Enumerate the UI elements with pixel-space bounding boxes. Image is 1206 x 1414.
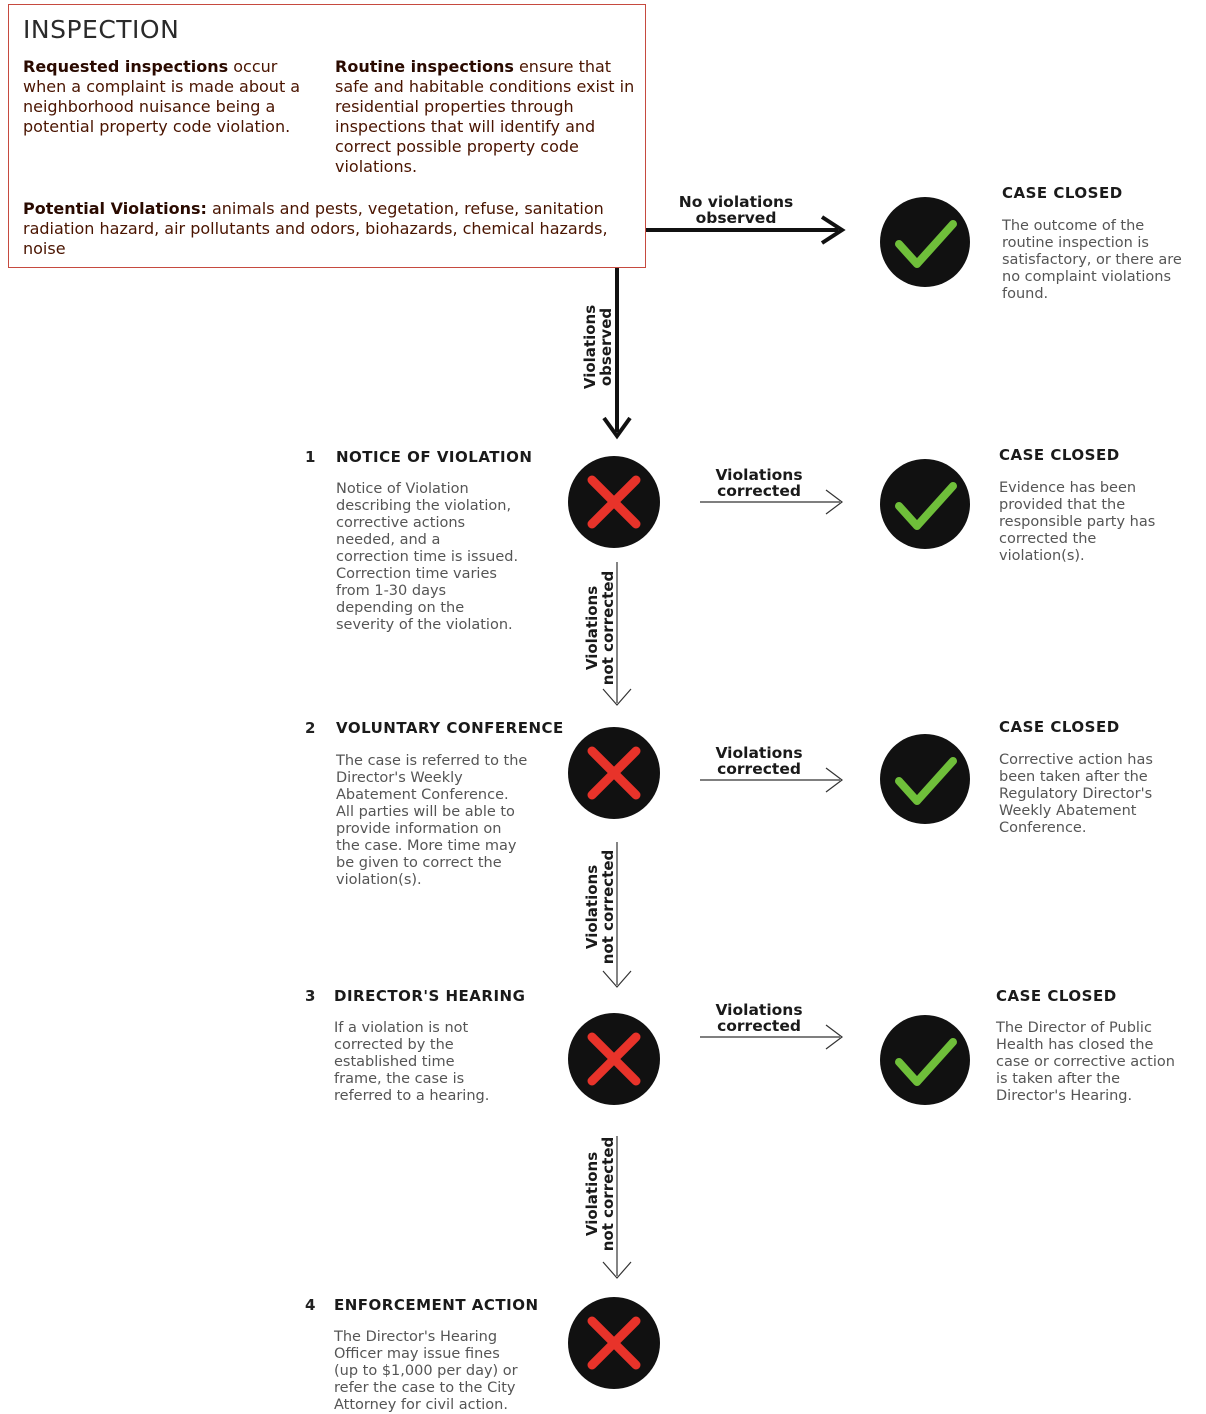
step-description: If a violation is not corrected by the established time frame, the case is referred to a hearing. [334,1020,490,1104]
checkmark-icon [880,459,970,549]
case-closed-title: CASE CLOSED [1002,184,1123,202]
step-number: 2 [305,719,316,737]
step-title: ENFORCEMENT ACTION [334,1296,539,1314]
violations-not-corrected-label-3: Violations not corrected [583,1136,617,1252]
step-number: 4 [305,1296,316,1314]
step-number: 1 [305,448,316,466]
x-icon [568,727,660,819]
routine-inspections-text [335,57,635,177]
x-icon [568,1013,660,1105]
case-closed-desc: The outcome of the routine inspection is satisfactory, or there are no complaint violations found. [1002,218,1182,302]
step-description: Notice of Violation describing the violation, corrective actions needed, and a correction time is issued. Correction time varies from 1-30 days depending on the severity of the violation. [336,481,519,633]
potential-violations-text [23,199,623,259]
x-icon [568,1297,660,1389]
violations-observed-label: Violations observed [581,304,615,390]
case-closed-title: CASE CLOSED [996,987,1117,1005]
step-number: 3 [305,987,316,1005]
requested-inspections-desc: occur when a complaint is made about a neighborhood nuisance being a potential property code violation. [23,57,301,136]
case-closed-desc: Corrective action has been taken after the Regulatory Director's Weekly Abatement Conference. [999,752,1153,836]
case-closed-desc: The Director of Public Health has closed the case or corrective action is taken after the Director's Hearing. [996,1020,1175,1104]
case-closed-title: CASE CLOSED [999,446,1120,464]
potential-violations-label: Potential Violations: [23,199,207,218]
violations-corrected-label-3: Violations corrected [715,1001,803,1035]
step-title: VOLUNTARY CONFERENCE [336,719,564,737]
x-icon [568,456,660,548]
potential-violations-desc: animals and pests, vegetation, refuse, sanitation radiation hazard, air pollutants and odors, biohazards, chemical hazards, noise [23,199,608,258]
case-closed-desc: Evidence has been provided that the responsible party has corrected the violation(s). [999,480,1156,564]
no-violations-label: No violations observed [678,193,794,227]
step-description: The Director's Hearing Officer may issue fines (up to $1,000 per day) or refer the case to the City Attorney for civil action. [334,1329,518,1413]
routine-inspections-desc: ensure that safe and habitable conditions exist in residential properties through inspections that will identify and correct possible property code violations. [335,57,635,176]
inspection-box [8,4,646,268]
violations-not-corrected-label-1: Violations not corrected [583,570,617,686]
checkmark-icon [880,1015,970,1105]
step-description: The case is referred to the Director's Weekly Abatement Conference. All parties will be able to provide information on the case. More time may be given to correct the violation(s). [336,753,528,888]
inspection-title: INSPECTION [23,15,180,44]
violations-corrected-label-2: Violations corrected [715,744,803,778]
violations-corrected-label-1: Violations corrected [715,466,803,500]
step-title: DIRECTOR'S HEARING [334,987,526,1005]
violations-not-corrected-label-2: Violations not corrected [583,849,617,965]
checkmark-icon [880,197,970,287]
checkmark-icon [880,734,970,824]
case-closed-title: CASE CLOSED [999,718,1120,736]
routine-inspections-label: Routine inspections [335,57,514,76]
requested-inspections-text [23,57,313,137]
step-title: NOTICE OF VIOLATION [336,448,533,466]
requested-inspections-label: Requested inspections [23,57,229,76]
